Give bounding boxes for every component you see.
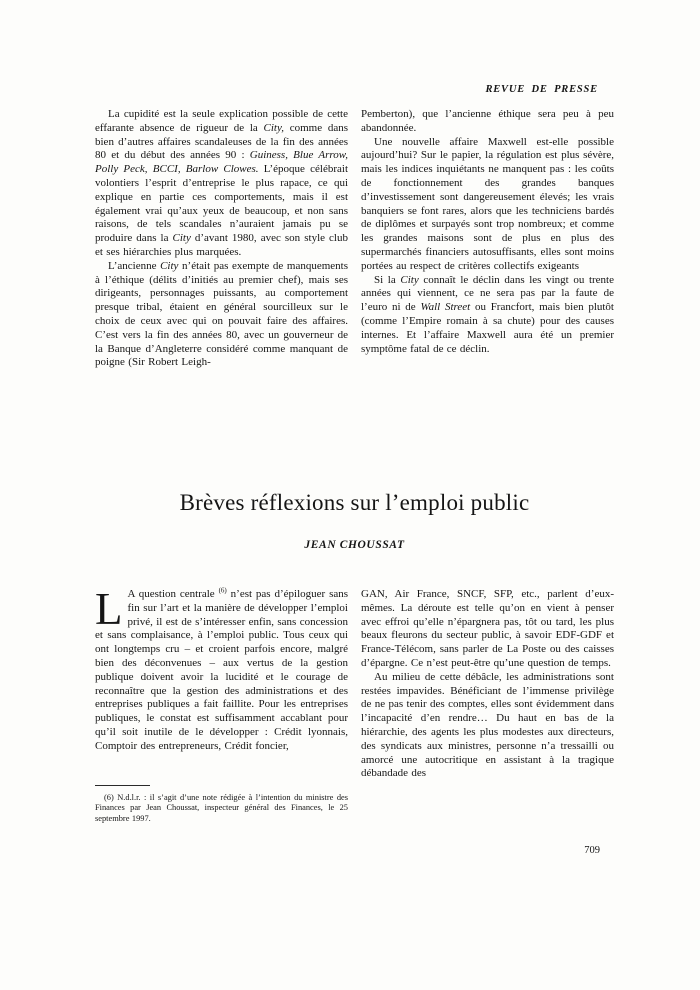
article-section — [95, 584, 614, 781]
footnote-rule — [95, 785, 150, 786]
press-review-column-right — [361, 108, 614, 370]
paragraph: Au milieu de cette débâcle, les administrations sont restées impavides. Bénéficiant de l’immense privilège de ne pas tenir des comptes, elles sont évidemment dans l’incapacité d’en rendre… Du haut en bas de la hiérarchie, des agents les plus modestes aux directeurs, des syndicats aux ministres, personne n’a tressailli ou amorcé une autocritique en assistant à la tragique débandade des — [361, 670, 614, 780]
paragraph: Si la City connaît le déclin dans les vingt ou trente années qui viennent, ce ne sera pas par la faute de l’euro ni de Wall Street ou Francfort, mais bien plutôt (comme l’Empire romain à sa chute) pour des causes internes. Et l’affaire Maxwell aura été un premier symptôme fatal de ce déclin. — [361, 273, 614, 355]
drop-cap: L — [95, 584, 123, 634]
running-header: REVUE DE PRESSE — [485, 84, 598, 95]
paragraph: GAN, Air France, SNCF, SFP, etc., parlent d’eux-mêmes. La déroute est telle qu’on en vient à penser avec effroi qu’elle n’épargnera pas, tôt ou tard, les plus beaux fleurons du secteur public, à savoir EDF-GDF et France-Télécom, sans parler de La Poste ou des caisses d’épargne. Ce n’est peut-être qu’une question de temps. — [361, 588, 614, 669]
page-number: 709 — [584, 845, 600, 856]
paragraph: L’ancienne City n’était pas exempte de manquements à l’éthique (délits d’initiés au premier chef), mais ses dirigeants, personnages puissants, au comportement presque tribal, étaient en général sourcilleux sur le choix de ceux avec qui on pouvait faire des affaires. C’est vers la fin des années 80, avec un gouverneur de la Banque d’Angleterre considéré comme manquant de poigne (Sir Robert Leigh- — [95, 259, 348, 369]
article-column-right — [361, 588, 614, 781]
paragraph-text: A question centrale $^{(6)}$ n’est pas d’épiloguer sans fin sur l’art et la manière de développer l’emploi privé, il est de s’intéresser enfin, sans concession et sans complaisance, à l’emploi public. Tous ceux qui ont longtemps cru – et croient parfois encore, malgré bien des déconvenues – aux vertus de la gestion publique doivent avoir la lucidité et le courage de reconnaître que la gestion des administrations et des entreprises publiques a fait faillite. Pour les entreprises publiques, le constat est suffisamment accablant pour qu’il soit inutile de le développer : Crédit lyonnais, Comptoir des entrepreneurs, Crédit foncier, — [95, 586, 349, 752]
paragraph — [95, 584, 349, 754]
footnote-text: (6) N.d.l.r. : il s’agit d’une note rédigée à l’intention du ministre des Finances par Jean Choussat, inspecteur général des Finances, le 25 septembre 1997. — [95, 793, 348, 823]
press-review-section — [95, 108, 614, 370]
paragraph: Une nouvelle affaire Maxwell est-elle possible aujourd’hui? Sur le papier, la régulation est plus sévère, mais les indices inquiétants ne manquent pas : les coûts de fonctionnement des grandes banques d’investissement sont dangereusement élevés; les vrais banquiers se font rares, alors que les techniciens bardés de diplômes et surpayés sont trop nombreux; et comme les grandes maisons sont de plus en plus des supermarchés financiers autosuffisants, elles sont moins portées au respect de critères collectifs exigeants — [361, 135, 614, 272]
paragraph: La cupidité est la seule explication possible de cette effarante absence de rigueur de la City, comme dans bien d’autres affaires scandaleuses de la fin des années 80 et du début des années 90 : Guiness, Blue Arrow, Polly Peck, BCCI, Barlow Clowes. L’époque célébrait volontiers l’esprit d’entreprise le plus rapace, ce qui explique en partie ces comportements, mais il est également vrai qu’aux yeux de beaucoup, et non sans raisons, de tels scandales n’auraient jamais pu se produire dans la City d’avant 1980, avec son style club et ses hiérarchies plus marquées. — [95, 108, 349, 258]
press-review-column-left — [95, 108, 348, 370]
article-title: Brèves réflexions sur l’emploi public — [179, 490, 530, 515]
paragraph: Pemberton), que l’ancienne éthique sera peu à peu abandonnée. — [361, 108, 614, 134]
article-author: JEAN CHOUSSAT — [304, 539, 405, 551]
article-column-left — [95, 584, 349, 781]
footnote-block — [95, 785, 348, 824]
